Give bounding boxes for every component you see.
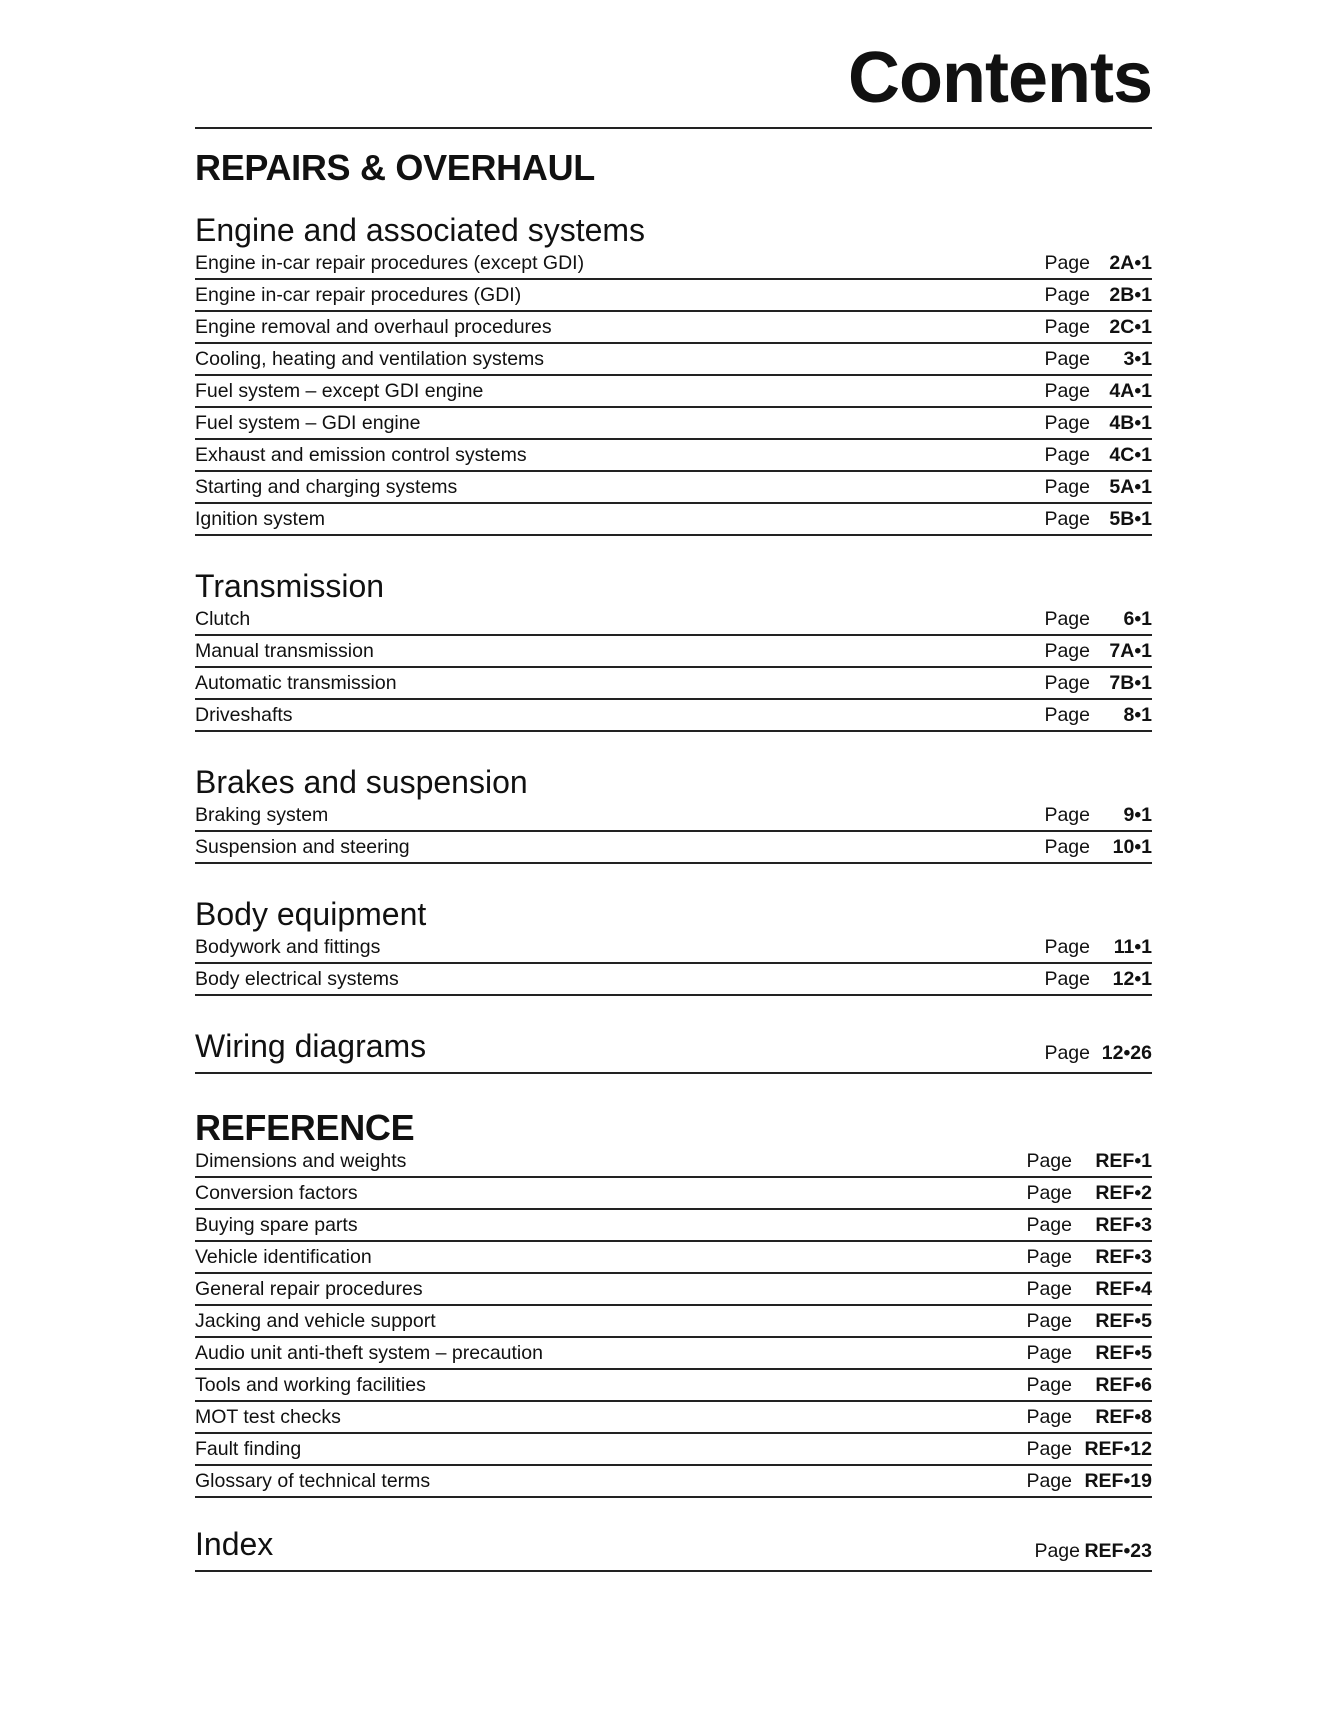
page-number: 7B•1 (1109, 672, 1152, 694)
toc-row-label: Cooling, heating and ventilation systems (195, 348, 545, 370)
toc-row-label: Braking system (195, 804, 329, 826)
page-number: 6•1 (1123, 608, 1152, 630)
toc-row[interactable] (195, 604, 1152, 636)
toc-row[interactable] (195, 1210, 1152, 1242)
toc-row[interactable] (195, 248, 1152, 280)
page-word: Page (1044, 284, 1090, 306)
page-word: Page (1044, 476, 1090, 498)
toc-row-label: Starting and charging systems (195, 476, 458, 498)
page-number: 4A•1 (1109, 380, 1152, 402)
toc-row-label: Exhaust and emission control systems (195, 444, 527, 466)
section-heading: Body equipment (195, 896, 427, 932)
toc-row[interactable] (195, 1338, 1152, 1370)
page-number: REF•5 (1095, 1342, 1152, 1364)
toc-row[interactable] (195, 312, 1152, 344)
toc-row[interactable] (195, 800, 1152, 832)
toc-row[interactable] (195, 280, 1152, 312)
toc-row[interactable] (195, 1146, 1152, 1178)
toc-row[interactable] (195, 700, 1152, 732)
section-heading: Engine and associated systems (195, 212, 646, 248)
toc-row[interactable] (195, 668, 1152, 700)
page-number: 8•1 (1123, 704, 1152, 726)
page-word: Page (1044, 936, 1090, 958)
toc-row[interactable] (195, 472, 1152, 504)
toc-row-label: Engine in-car repair procedures (GDI) (195, 284, 522, 306)
page-number: 3•1 (1123, 348, 1152, 370)
page-number: 2C•1 (1109, 316, 1152, 338)
page-word: Page (1034, 1540, 1080, 1562)
section-body (195, 896, 1152, 996)
page-word: Page (1026, 1246, 1072, 1268)
toc-row-label: Tools and working facilities (195, 1374, 426, 1396)
toc-row-label: Bodywork and fittings (195, 936, 381, 958)
toc-row-label: Driveshafts (195, 704, 293, 726)
section-brakes (195, 764, 1152, 864)
toc-row-label: Glossary of technical terms (195, 1470, 431, 1492)
part-heading-repairs: REPAIRS & OVERHAUL (195, 147, 595, 188)
toc-row-label: Body electrical systems (195, 968, 399, 990)
page-number: 9•1 (1123, 804, 1152, 826)
toc-row[interactable] (195, 1466, 1152, 1498)
page-number: 5A•1 (1109, 476, 1152, 498)
page-word: Page (1044, 444, 1090, 466)
toc-row[interactable] (195, 1402, 1152, 1434)
section-heading: Wiring diagrams (195, 1028, 427, 1064)
part-heading-reference: REFERENCE (195, 1107, 415, 1148)
page-word: Page (1026, 1150, 1072, 1172)
page-word: Page (1026, 1374, 1072, 1396)
page-word: Page (1026, 1470, 1072, 1492)
toc-row-label: Manual transmission (195, 640, 374, 662)
toc-row[interactable] (195, 376, 1152, 408)
toc-row[interactable] (195, 408, 1152, 440)
page-number: 2A•1 (1109, 252, 1152, 274)
toc-row-label: General repair procedures (195, 1278, 423, 1300)
page-word: Page (1026, 1182, 1072, 1204)
toc-row[interactable] (195, 636, 1152, 668)
page-word: Page (1026, 1438, 1072, 1460)
toc-row[interactable] (195, 504, 1152, 536)
toc-row-label: Jacking and vehicle support (195, 1310, 436, 1332)
toc-row[interactable] (195, 1274, 1152, 1306)
page-number: 10•1 (1112, 836, 1152, 858)
toc-row-label: Fuel system – except GDI engine (195, 380, 484, 402)
toc-row-label: Vehicle identification (195, 1246, 372, 1268)
page-number: 12•26 (1101, 1042, 1152, 1064)
page-word: Page (1044, 836, 1090, 858)
page-word: Page (1044, 252, 1090, 274)
toc-row-label: MOT test checks (195, 1406, 341, 1428)
page-number: REF•3 (1095, 1214, 1152, 1236)
page-word: Page (1044, 672, 1090, 694)
page-number: REF•5 (1095, 1310, 1152, 1332)
page-word: Page (1044, 412, 1090, 434)
page-number: REF•19 (1084, 1470, 1152, 1492)
page-word: Page (1044, 640, 1090, 662)
toc-row[interactable] (195, 1178, 1152, 1210)
page-word: Page (1026, 1342, 1072, 1364)
section-heading: Brakes and suspension (195, 764, 528, 800)
page-word: Page (1044, 968, 1090, 990)
page-number: 12•1 (1112, 968, 1152, 990)
page-word: Page (1044, 348, 1090, 370)
toc-row[interactable] (195, 932, 1152, 964)
toc-row-label: Conversion factors (195, 1182, 358, 1204)
toc-row-label: Suspension and steering (195, 836, 410, 858)
page-number: REF•4 (1095, 1278, 1152, 1300)
section-heading: Index (195, 1526, 274, 1562)
page-word: Page (1044, 1042, 1090, 1064)
toc-row-wiring[interactable] (195, 1028, 1152, 1074)
toc-row-label: Fuel system – GDI engine (195, 412, 421, 434)
toc-row-label: Engine in-car repair procedures (except GDI) (195, 252, 585, 274)
toc-row[interactable] (195, 832, 1152, 864)
page-number: REF•2 (1095, 1182, 1152, 1204)
toc-row-label: Audio unit anti-theft system – precaution (195, 1342, 543, 1364)
page-number: 5B•1 (1109, 508, 1152, 530)
toc-row-label: Clutch (195, 608, 251, 630)
page-word: Page (1026, 1214, 1072, 1236)
page-number: 4C•1 (1109, 444, 1152, 466)
page-number: REF•3 (1095, 1246, 1152, 1268)
page-word: Page (1044, 704, 1090, 726)
toc-row-label: Buying spare parts (195, 1214, 358, 1236)
toc-row[interactable] (195, 1242, 1152, 1274)
toc-row[interactable] (195, 440, 1152, 472)
page-number: 11•1 (1113, 936, 1152, 958)
page-word: Page (1044, 608, 1090, 630)
page-number: 4B•1 (1109, 412, 1152, 434)
page-number: 7A•1 (1109, 640, 1152, 662)
toc-row[interactable] (195, 964, 1152, 996)
page-word: Page (1044, 804, 1090, 826)
toc-row-label: Engine removal and overhaul procedures (195, 316, 552, 338)
toc-row[interactable] (195, 344, 1152, 376)
toc-row[interactable] (195, 1370, 1152, 1402)
page-number: REF•1 (1095, 1150, 1152, 1172)
page-number: REF•12 (1084, 1438, 1152, 1460)
section-transmission (195, 568, 1152, 732)
page-title: Contents (848, 38, 1152, 118)
page-number: REF•8 (1095, 1406, 1152, 1428)
page-word: Page (1044, 316, 1090, 338)
page-word: Page (1026, 1310, 1072, 1332)
page-word: Page (1026, 1406, 1072, 1428)
section-engine (195, 212, 1152, 536)
page-word: Page (1026, 1278, 1072, 1300)
page-number: REF•23 (1084, 1540, 1152, 1562)
title-divider (195, 127, 1152, 129)
page-word: Page (1044, 508, 1090, 530)
toc-row-label: Dimensions and weights (195, 1150, 407, 1172)
page-number: 2B•1 (1109, 284, 1152, 306)
toc-row-label: Fault finding (195, 1438, 302, 1460)
toc-row-label: Automatic transmission (195, 672, 397, 694)
page-number: REF•6 (1095, 1374, 1152, 1396)
toc-row-label: Ignition system (195, 508, 326, 530)
page-word: Page (1044, 380, 1090, 402)
section-heading: Transmission (195, 568, 385, 604)
toc-row[interactable] (195, 1306, 1152, 1338)
toc-row[interactable] (195, 1434, 1152, 1466)
section-reference (195, 1107, 1152, 1498)
toc-row-index[interactable] (195, 1526, 1152, 1572)
